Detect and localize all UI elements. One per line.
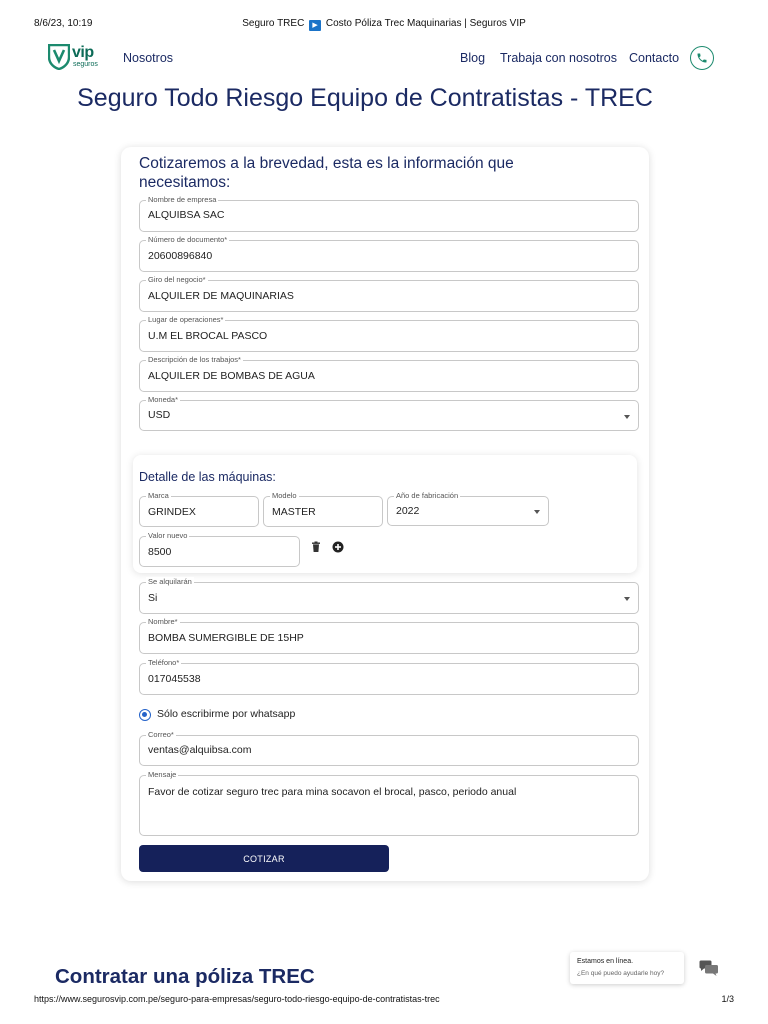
will-rent-select[interactable] xyxy=(139,577,639,614)
message-value: Favor de cotizar seguro trec para mina socavon el brocal, pasco, periodo anual xyxy=(148,786,517,798)
top-nav xyxy=(0,42,768,74)
chat-status: Estamos en línea. xyxy=(577,958,634,965)
email-label: Correo* xyxy=(148,730,174,739)
business-line-field[interactable] xyxy=(139,275,639,312)
will-rent-label: Se alquilarán xyxy=(148,577,192,586)
document-number-value: 20600896840 xyxy=(148,250,213,262)
name-value: BOMBA SUMERGIBLE DE 15HP xyxy=(148,632,304,644)
logo-subtext: seguros xyxy=(73,61,98,68)
business-line-value: ALQUILER DE MAQUINARIAS xyxy=(148,290,294,302)
company-name-value: ALQUIBSA SAC xyxy=(148,209,225,221)
document-number-field[interactable] xyxy=(139,235,639,272)
work-description-value: ALQUILER DE BOMBAS DE AGUA xyxy=(148,370,315,382)
document-number-label: Número de documento* xyxy=(148,235,228,244)
trash-icon[interactable] xyxy=(310,541,322,553)
section-heading-contratar: Contratar una póliza TREC xyxy=(55,965,315,988)
work-description-field[interactable] xyxy=(139,355,639,392)
operations-place-label: Lugar de operaciones* xyxy=(148,315,224,324)
name-field[interactable] xyxy=(139,617,639,654)
year-select[interactable] xyxy=(387,491,549,526)
model-field[interactable] xyxy=(263,491,383,527)
year-label: Año de fabricación xyxy=(396,491,459,500)
phone-label: Teléfono* xyxy=(148,658,180,667)
will-rent-value: Si xyxy=(148,592,158,604)
nav-link-blog[interactable]: Blog xyxy=(460,51,486,65)
new-value-field[interactable] xyxy=(139,531,300,567)
logo-wordmark: vip xyxy=(72,44,94,61)
operations-place-value: U.M EL BROCAL PASCO xyxy=(148,330,268,342)
business-line-label: Giro del negocio* xyxy=(148,275,206,284)
cotizar-button[interactable]: COTIZAR xyxy=(139,845,389,872)
print-title-before: Seguro TREC xyxy=(242,18,305,29)
brand-label: Marca xyxy=(148,491,169,500)
operations-place-field[interactable] xyxy=(139,315,639,352)
message-label: Mensaje xyxy=(148,770,177,779)
brand-field[interactable] xyxy=(139,491,259,527)
currency-label: Moneda* xyxy=(148,395,179,404)
chevron-down-icon xyxy=(624,415,630,419)
work-description-label: Descripción de los trabajos* xyxy=(148,355,241,364)
print-header xyxy=(0,18,768,32)
chat-icon[interactable] xyxy=(699,960,719,976)
nav-link-trabaja[interactable]: Trabaja con nosotros xyxy=(500,51,617,65)
page-title: Seguro Todo Riesgo Equipo de Contratistas - TREC xyxy=(77,84,653,112)
play-icon: ▶ xyxy=(309,20,321,31)
brand-value: GRINDEX xyxy=(148,506,196,518)
year-value: 2022 xyxy=(396,505,420,517)
model-value: MASTER xyxy=(272,506,316,518)
phone-field[interactable] xyxy=(139,658,639,695)
email-field[interactable] xyxy=(139,730,639,766)
print-title-after: Costo Póliza Trec Maquinarias | Seguros VIP xyxy=(325,18,526,29)
print-datetime: 8/6/23, 10:19 xyxy=(34,18,93,29)
phone-value: 017045538 xyxy=(148,673,201,685)
nav-link-nosotros[interactable]: Nosotros xyxy=(123,51,174,65)
machines-heading: Detalle de las máquinas: xyxy=(139,470,276,484)
whatsapp-radio[interactable] xyxy=(139,709,151,721)
new-value-label: Valor nuevo xyxy=(148,531,188,540)
model-label: Modelo xyxy=(272,491,297,500)
message-textarea[interactable] xyxy=(139,770,639,836)
whatsapp-radio-label: Sólo escribirme por whatsapp xyxy=(157,708,296,720)
form-heading: Cotizaremos a la brevedad, esta es la información que necesitamos: xyxy=(139,155,514,191)
chevron-down-icon xyxy=(624,597,630,601)
print-page-title xyxy=(0,18,768,31)
chevron-down-icon xyxy=(534,510,540,514)
currency-select[interactable] xyxy=(139,395,639,431)
vip-logo[interactable] xyxy=(48,44,100,72)
shield-logo-icon xyxy=(48,44,70,70)
plus-circle-icon[interactable] xyxy=(332,541,344,553)
chat-bubble[interactable] xyxy=(570,952,684,984)
print-footer xyxy=(0,994,768,1006)
chat-prompt: ¿En qué puedo ayudarle hoy? xyxy=(577,970,665,977)
email-value: ventas@alquibsa.com xyxy=(148,744,252,756)
name-label: Nombre* xyxy=(148,617,178,626)
new-value-value: 8500 xyxy=(148,546,172,558)
currency-value: USD xyxy=(148,409,171,421)
company-name-label: Nombre de empresa xyxy=(148,195,217,204)
print-page-number: 1/3 xyxy=(721,994,734,1004)
print-url: https://www.segurosvip.com.pe/seguro-para-empresas/seguro-todo-riesgo-equipo-de-contratistas-trec xyxy=(34,994,440,1004)
nav-link-contacto[interactable]: Contacto xyxy=(629,51,680,65)
phone-button[interactable] xyxy=(690,46,714,70)
phone-icon xyxy=(696,52,708,64)
company-name-field[interactable] xyxy=(139,195,639,232)
